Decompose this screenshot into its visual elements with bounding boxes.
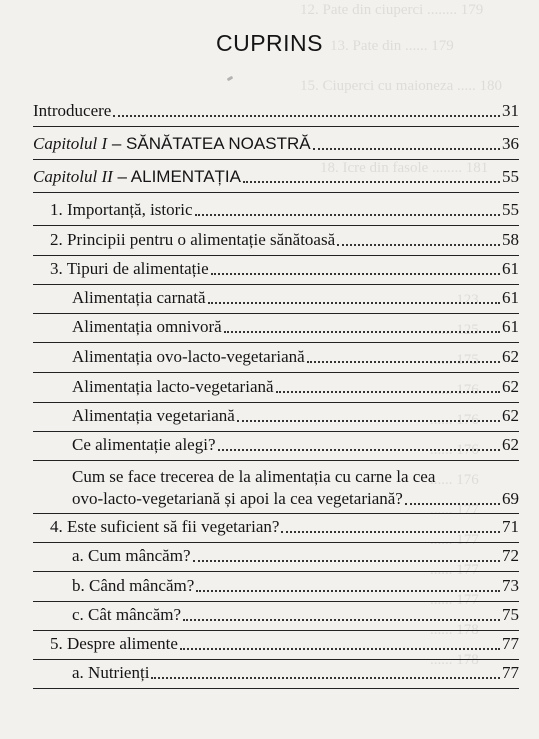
toc-entry-label: b. Când mâncăm? <box>72 576 195 595</box>
toc-entry-label: Alimentația lacto-vegetariană <box>72 377 274 396</box>
dot-leader <box>243 181 500 183</box>
toc-entry <box>72 287 519 309</box>
toc-entry <box>72 316 519 338</box>
toc-page-number: 62 <box>502 406 519 425</box>
toc-entry-label-line1: Cum se face trecerea de la alimentația cu carne la cea <box>72 467 436 486</box>
toc-page-number: 62 <box>502 435 519 454</box>
dot-leader <box>196 590 500 592</box>
toc-entry <box>50 516 519 538</box>
dot-leader <box>281 531 500 533</box>
dot-leader <box>211 273 500 275</box>
toc-page-number: 58 <box>502 230 519 249</box>
toc-entry-label: Alimentația omnivoră <box>72 317 222 336</box>
separator-line <box>33 460 519 461</box>
toc-entry <box>72 604 519 626</box>
dot-leader <box>313 148 500 150</box>
toc-entry <box>72 545 519 567</box>
toc-entry-label: 4. Este suficient să fii vegetarian? <box>50 517 280 536</box>
toc-entry-introducere <box>33 100 519 122</box>
toc-page-number: 55 <box>502 167 519 186</box>
print-mark <box>227 76 234 82</box>
toc-entry <box>72 346 519 368</box>
toc-page-number: 77 <box>502 663 519 682</box>
toc-page-number: 77 <box>502 634 519 653</box>
toc-entry <box>72 376 519 398</box>
toc-entry-label: 2. Principii pentru o alimentație sănătoasă <box>50 230 336 249</box>
dot-leader <box>193 560 501 562</box>
page-title: CUPRINS <box>215 30 323 56</box>
toc-page-number: 73 <box>502 576 519 595</box>
separator-line <box>33 688 519 689</box>
separator-line <box>33 225 519 226</box>
separator-line <box>33 372 519 373</box>
toc-entry-label: Alimentația ovo-lacto-vegetariană <box>72 347 305 366</box>
separator-line <box>33 126 519 127</box>
chapter-title: – SĂNĂTATEA NOASTRĂ <box>107 134 311 153</box>
dot-leader <box>337 244 500 246</box>
toc-entry <box>72 405 519 427</box>
dot-leader <box>307 361 500 363</box>
toc-entry-label: 1. Importanță, istoric <box>50 200 193 219</box>
separator-line <box>33 192 519 193</box>
dot-leader <box>208 302 500 304</box>
toc-entry-label: Alimentația carnată <box>72 288 206 307</box>
bleed-through-text: 12. Pate din ciuperci ........ 179 13. Pate din ...... 179 15. Ciuperci cu maioneza ..... 180 18. Icre din fasole ........ 181 ...... 123 ...... 125 ...... 175 ...... 176 ...... 176 ...... 176 ...... 176 ...... 177 ...... 177 ...... 177 ...... 177 ...... 178 ...... 178 <box>300 2 503 668</box>
toc-page-number: 69 <box>502 489 519 508</box>
separator-line <box>33 601 519 602</box>
toc-page-number: 62 <box>502 377 519 396</box>
toc-page-number: 31 <box>502 101 519 120</box>
chapter-title: – ALIMENTAȚIA <box>112 167 241 186</box>
toc-entry-label: c. Cât mâncăm? <box>72 605 182 624</box>
toc-entry <box>50 199 519 221</box>
toc-entry <box>72 662 519 684</box>
dot-leader <box>276 391 500 393</box>
dot-leader <box>237 420 500 422</box>
dot-leader <box>180 648 500 650</box>
dot-leader <box>113 115 500 117</box>
dot-leader <box>151 677 500 679</box>
toc-entry <box>50 258 519 280</box>
toc-entry-chapter-2 <box>33 166 519 188</box>
toc-page-number: 61 <box>502 259 519 278</box>
separator-line <box>33 630 519 631</box>
toc-entry-multiline <box>72 466 519 510</box>
dot-leader <box>218 449 501 451</box>
dot-leader <box>405 503 500 505</box>
toc-page-number: 36 <box>502 134 519 153</box>
toc-page-number: 71 <box>502 517 519 536</box>
toc-entry <box>72 575 519 597</box>
toc-page-number: 55 <box>502 200 519 219</box>
separator-line <box>33 431 519 432</box>
dot-leader <box>195 214 500 216</box>
separator-line <box>33 255 519 256</box>
separator-line <box>33 284 519 285</box>
toc-entry <box>72 434 519 456</box>
toc-page-number: 62 <box>502 347 519 366</box>
toc-entry-label: 5. Despre alimente <box>50 634 178 653</box>
separator-line <box>33 542 519 543</box>
toc-entry-label: a. Nutrienți <box>72 663 150 682</box>
dot-leader <box>183 619 500 621</box>
toc-page-number: 75 <box>502 605 519 624</box>
toc-page-number: 72 <box>502 546 519 565</box>
toc-entry <box>50 229 519 251</box>
toc-entry-label-line2: ovo-lacto-vegetariană și apoi la cea vegetariană? <box>72 489 403 508</box>
separator-line <box>33 159 519 160</box>
toc-entry <box>50 633 519 655</box>
toc-entry-label: 3. Tipuri de alimentație <box>50 259 209 278</box>
toc-page-number: 61 <box>502 317 519 336</box>
toc-entry-label: Alimentația vegetariană <box>72 406 235 425</box>
toc-page-number: 61 <box>502 288 519 307</box>
chapter-label: Capitolul I <box>33 134 108 153</box>
separator-line <box>33 571 519 572</box>
toc-entry-label: Introducere <box>33 101 112 120</box>
toc-entry-chapter-1 <box>33 133 519 155</box>
separator-line <box>33 659 519 660</box>
dot-leader <box>224 331 500 333</box>
toc-entry-label: Ce alimentație alegi? <box>72 435 216 454</box>
separator-line <box>33 313 519 314</box>
chapter-label: Capitolul II <box>33 167 113 186</box>
separator-line <box>33 342 519 343</box>
toc-entry-label: a. Cum mâncăm? <box>72 546 191 565</box>
separator-line <box>33 513 519 514</box>
separator-line <box>33 402 519 403</box>
